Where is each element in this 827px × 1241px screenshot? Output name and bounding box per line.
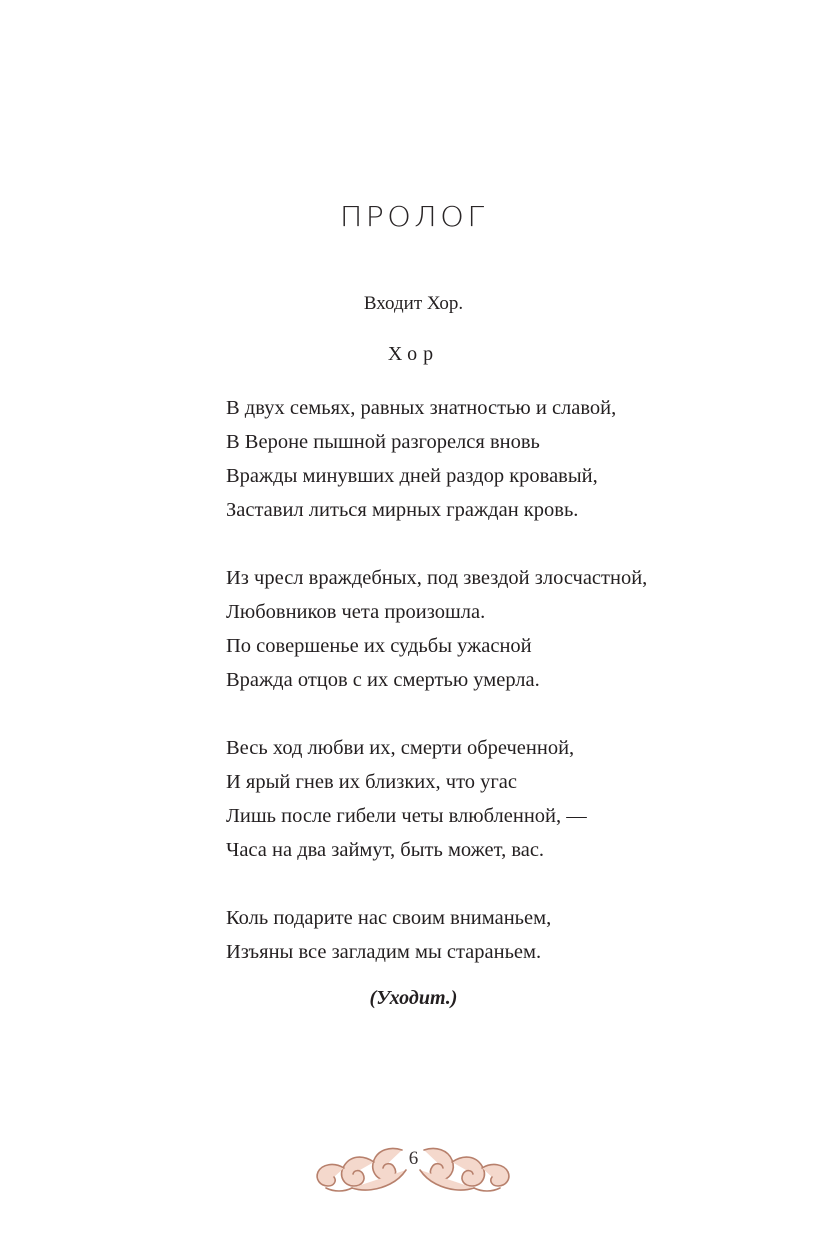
verse-line: И ярый гнев их близких, что угас xyxy=(226,771,517,793)
verse-line: По совершенье их судьбы ужасной xyxy=(226,635,532,657)
stanza xyxy=(226,391,786,527)
page-number: 6 xyxy=(408,1148,419,1169)
verse-line: Вражды минувших дней раздор кровавый, xyxy=(226,465,598,487)
verse-block xyxy=(226,391,786,969)
verse-line: Часа на два займут, быть может, вас. xyxy=(226,839,545,861)
stanza xyxy=(226,561,786,697)
stage-direction: Входит Хор. xyxy=(363,293,464,314)
verse-line: Заставил литься мирных граждан кровь. xyxy=(226,499,579,521)
verse-line: В двух семьях, равных знатностью и славой, xyxy=(226,397,617,419)
exit-direction: (Уходит.) xyxy=(369,987,458,1009)
verse-line: Вражда отцов с их смертью умерла. xyxy=(226,669,540,691)
verse-line: Изъяны все загладим мы стараньем. xyxy=(226,941,542,963)
speaker-name: Хор xyxy=(387,343,440,365)
stanza xyxy=(226,901,786,969)
stanza xyxy=(226,731,786,867)
verse-line: Лишь после гибели четы влюбленной, — xyxy=(226,805,587,827)
page-footer xyxy=(0,1140,827,1200)
verse-line: Весь ход любви их, смерти обреченной, xyxy=(226,737,575,759)
section-title: ПРОЛОГ xyxy=(339,200,488,233)
verse-line: Из чресл враждебных, под звездой злосчастной, xyxy=(226,567,648,589)
verse-line: В Вероне пышной разгорелся вновь xyxy=(226,431,540,453)
verse-line: Коль подарите нас своим вниманьем, xyxy=(226,907,552,929)
scroll-flourish-icon xyxy=(414,1140,514,1196)
verse-line: Любовников чета произошла. xyxy=(226,601,486,623)
